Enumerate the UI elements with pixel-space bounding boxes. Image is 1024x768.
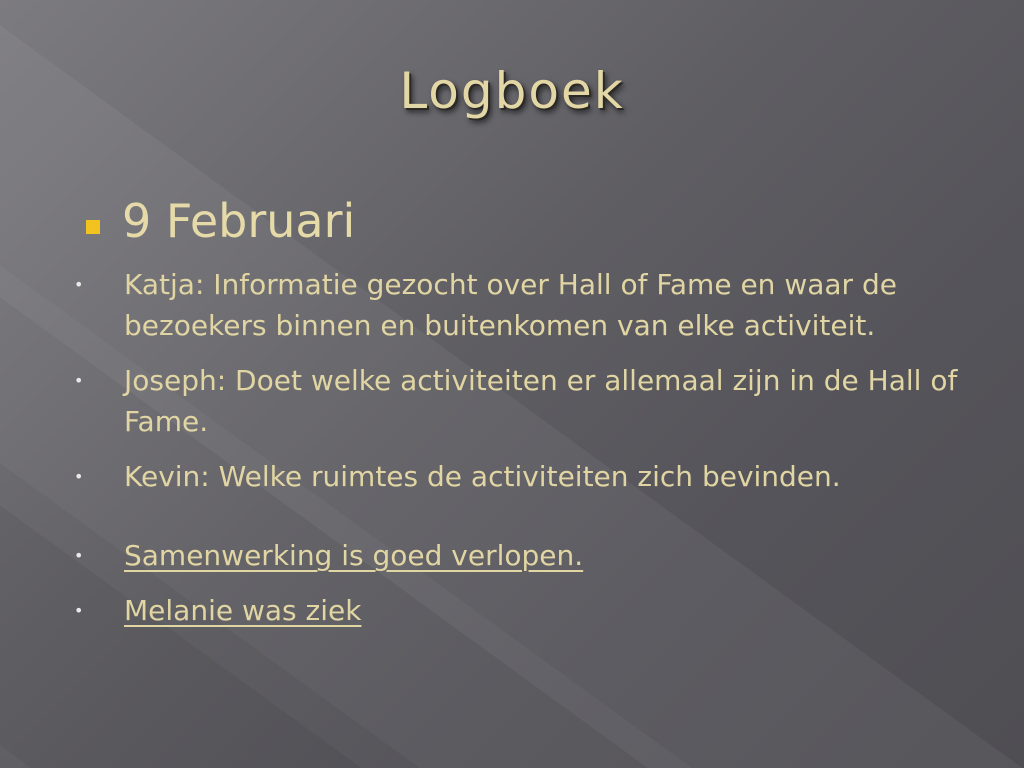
list-item-text: Katja: Informatie gezocht over Hall of Fame en waar de bezoekers binnen en buitenkomen van elke activiteit. [124,268,897,342]
date-heading: 9 Februari [122,194,356,248]
date-heading-row [86,190,355,252]
list-item [72,590,972,631]
list-item-link[interactable]: Melanie was ziek [124,594,362,627]
slide-title: Logboek [399,62,625,120]
list-item [72,264,972,346]
list-item [72,535,972,576]
bullet-dot-icon: • [74,371,84,390]
bullet-dot-icon: • [74,275,84,294]
bullet-dot-icon: • [74,601,84,620]
list-item-text: Kevin: Welke ruimtes de activiteiten zich bevinden. [124,460,841,493]
list-item [72,456,972,497]
bullet-dot-icon: • [74,546,84,565]
list-item-text: Joseph: Doet welke activiteiten er allemaal zijn in de Hall of Fame. [124,364,958,438]
log-entries-list [72,264,972,645]
list-item-link[interactable]: Samenwerking is goed verlopen. [124,539,584,572]
square-bullet-icon [86,220,100,234]
bullet-dot-icon: • [74,467,84,486]
list-item [72,360,972,442]
